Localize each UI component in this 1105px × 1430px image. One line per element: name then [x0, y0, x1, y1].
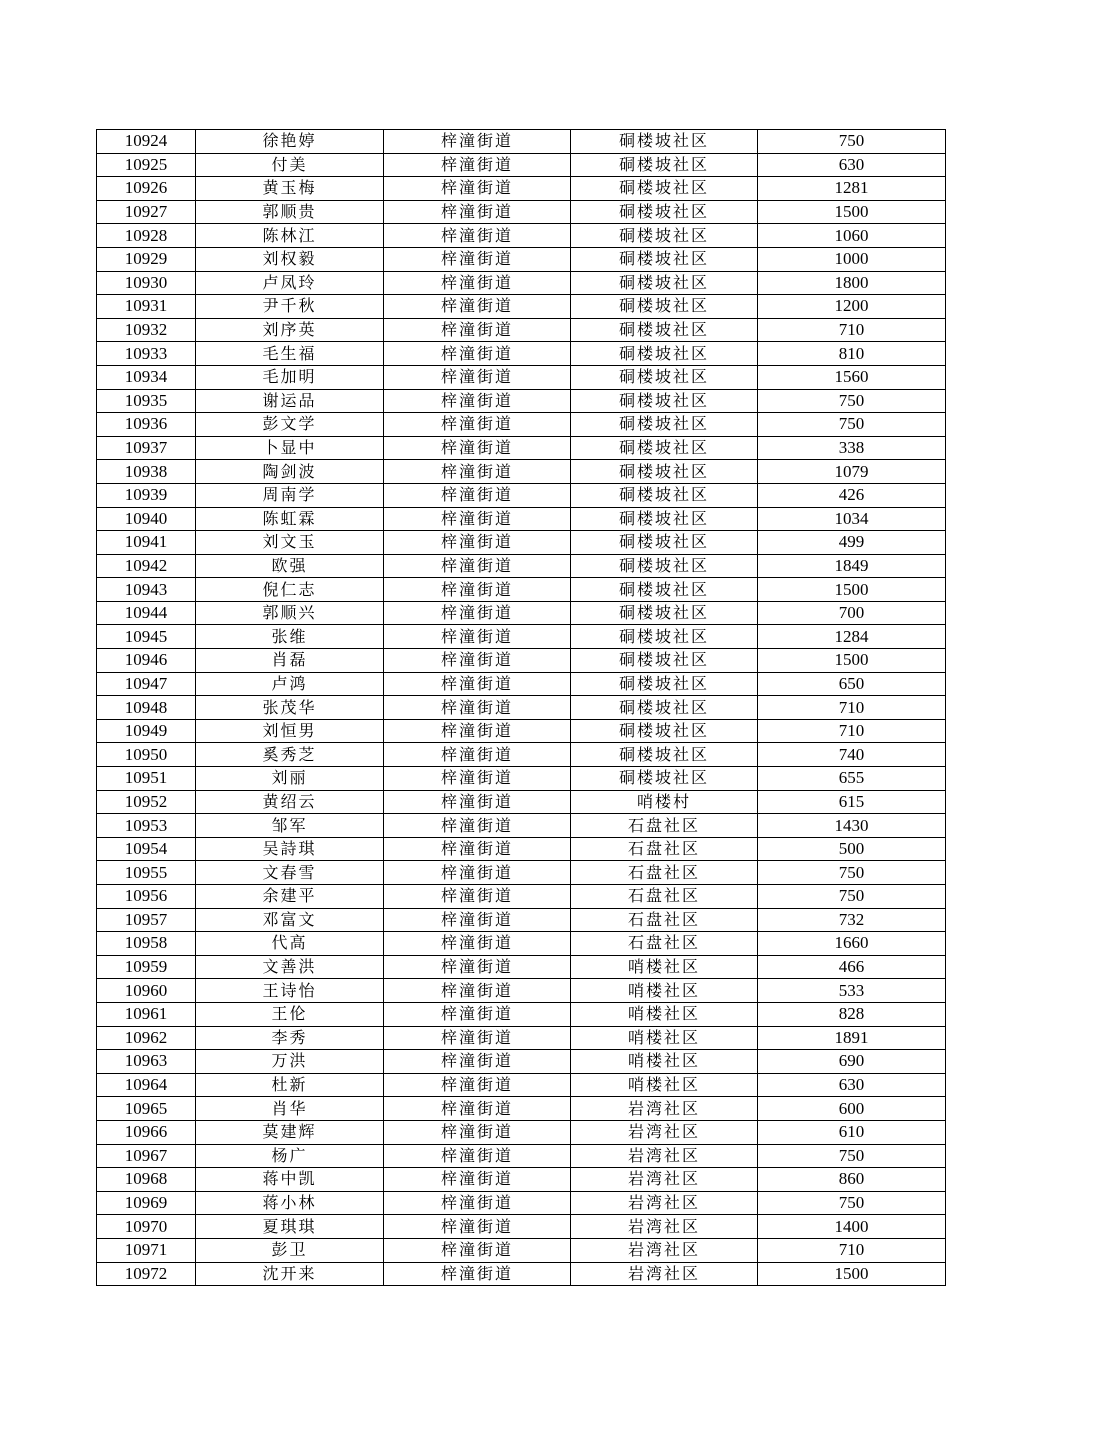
street-cell: 梓潼街道 [384, 861, 571, 885]
community-cell: 石盘社区 [571, 814, 758, 838]
amount-cell: 1500 [758, 578, 946, 602]
table-row [97, 719, 946, 743]
street-cell: 梓潼街道 [384, 531, 571, 555]
community-cell: 石盘社区 [571, 932, 758, 956]
record-id-cell: 10928 [97, 224, 196, 248]
record-id-cell: 10944 [97, 601, 196, 625]
person-name-cell: 卢鸿 [196, 672, 384, 696]
community-cell: 岩湾社区 [571, 1168, 758, 1192]
record-id-cell: 10962 [97, 1026, 196, 1050]
amount-cell: 1800 [758, 271, 946, 295]
community-cell: 硐楼坡社区 [571, 365, 758, 389]
street-cell: 梓潼街道 [384, 578, 571, 602]
table-row [97, 649, 946, 673]
table-row [97, 271, 946, 295]
street-cell: 梓潼街道 [384, 554, 571, 578]
table-row [97, 177, 946, 201]
person-name-cell: 夏琪琪 [196, 1215, 384, 1239]
person-name-cell: 黄绍云 [196, 790, 384, 814]
street-cell: 梓潼街道 [384, 413, 571, 437]
record-id-cell: 10949 [97, 719, 196, 743]
amount-cell: 630 [758, 1073, 946, 1097]
amount-cell: 615 [758, 790, 946, 814]
street-cell: 梓潼街道 [384, 696, 571, 720]
street-cell: 梓潼街道 [384, 507, 571, 531]
person-name-cell: 刘序英 [196, 318, 384, 342]
table-row [97, 955, 946, 979]
amount-cell: 1500 [758, 1262, 946, 1286]
person-name-cell: 肖磊 [196, 649, 384, 673]
table-row [97, 436, 946, 460]
record-id-cell: 10970 [97, 1215, 196, 1239]
person-name-cell: 杨广 [196, 1144, 384, 1168]
record-id-cell: 10958 [97, 932, 196, 956]
street-cell: 梓潼街道 [384, 1191, 571, 1215]
person-name-cell: 徐艳婷 [196, 130, 384, 154]
table-row [97, 483, 946, 507]
person-name-cell: 邓富文 [196, 908, 384, 932]
table-row [97, 1073, 946, 1097]
record-id-cell: 10929 [97, 247, 196, 271]
community-cell: 硐楼坡社区 [571, 389, 758, 413]
table-row [97, 743, 946, 767]
record-id-cell: 10964 [97, 1073, 196, 1097]
record-id-cell: 10961 [97, 1002, 196, 1026]
table-row [97, 531, 946, 555]
street-cell: 梓潼街道 [384, 177, 571, 201]
record-id-cell: 10948 [97, 696, 196, 720]
community-cell: 石盘社区 [571, 837, 758, 861]
table-row [97, 601, 946, 625]
community-cell: 哨楼村 [571, 790, 758, 814]
amount-cell: 750 [758, 389, 946, 413]
record-id-cell: 10938 [97, 460, 196, 484]
person-name-cell: 彭卫 [196, 1238, 384, 1262]
person-name-cell: 陶剑波 [196, 460, 384, 484]
community-cell: 哨楼社区 [571, 979, 758, 1003]
community-cell: 硐楼坡社区 [571, 224, 758, 248]
person-name-cell: 刘文玉 [196, 531, 384, 555]
street-cell: 梓潼街道 [384, 1026, 571, 1050]
amount-cell: 1430 [758, 814, 946, 838]
record-id-cell: 10957 [97, 908, 196, 932]
table-row [97, 885, 946, 909]
table-row [97, 318, 946, 342]
table-row [97, 389, 946, 413]
record-id-cell: 10926 [97, 177, 196, 201]
record-id-cell: 10940 [97, 507, 196, 531]
street-cell: 梓潼街道 [384, 601, 571, 625]
amount-cell: 650 [758, 672, 946, 696]
street-cell: 梓潼街道 [384, 318, 571, 342]
community-cell: 岩湾社区 [571, 1191, 758, 1215]
street-cell: 梓潼街道 [384, 295, 571, 319]
street-cell: 梓潼街道 [384, 1215, 571, 1239]
amount-cell: 1079 [758, 460, 946, 484]
community-cell: 岩湾社区 [571, 1144, 758, 1168]
record-id-cell: 10972 [97, 1262, 196, 1286]
person-name-cell: 余建平 [196, 885, 384, 909]
person-name-cell: 蒋中凯 [196, 1168, 384, 1192]
person-name-cell: 周南学 [196, 483, 384, 507]
community-cell: 岩湾社区 [571, 1215, 758, 1239]
record-id-cell: 10952 [97, 790, 196, 814]
community-cell: 硐楼坡社区 [571, 130, 758, 154]
community-cell: 硐楼坡社区 [571, 743, 758, 767]
person-name-cell: 陈林江 [196, 224, 384, 248]
table-row [97, 1191, 946, 1215]
record-id-cell: 10931 [97, 295, 196, 319]
street-cell: 梓潼街道 [384, 1050, 571, 1074]
street-cell: 梓潼街道 [384, 790, 571, 814]
street-cell: 梓潼街道 [384, 342, 571, 366]
community-cell: 硐楼坡社区 [571, 153, 758, 177]
record-id-cell: 10947 [97, 672, 196, 696]
community-cell: 哨楼社区 [571, 955, 758, 979]
street-cell: 梓潼街道 [384, 460, 571, 484]
person-name-cell: 刘恒男 [196, 719, 384, 743]
amount-cell: 1660 [758, 932, 946, 956]
amount-cell: 828 [758, 1002, 946, 1026]
table-row [97, 696, 946, 720]
table-row [97, 861, 946, 885]
record-id-cell: 10950 [97, 743, 196, 767]
community-cell: 硐楼坡社区 [571, 649, 758, 673]
table-row [97, 578, 946, 602]
record-id-cell: 10959 [97, 955, 196, 979]
person-name-cell: 卢凤玲 [196, 271, 384, 295]
community-cell: 硐楼坡社区 [571, 601, 758, 625]
amount-cell: 338 [758, 436, 946, 460]
community-cell: 硐楼坡社区 [571, 200, 758, 224]
person-name-cell: 万洪 [196, 1050, 384, 1074]
street-cell: 梓潼街道 [384, 979, 571, 1003]
table-row [97, 342, 946, 366]
community-cell: 硐楼坡社区 [571, 177, 758, 201]
amount-cell: 710 [758, 719, 946, 743]
person-name-cell: 刘丽 [196, 767, 384, 791]
community-cell: 硐楼坡社区 [571, 531, 758, 555]
amount-cell: 1849 [758, 554, 946, 578]
table-row [97, 1026, 946, 1050]
table-row [97, 1262, 946, 1286]
table-row [97, 908, 946, 932]
record-id-cell: 10927 [97, 200, 196, 224]
person-name-cell: 邹军 [196, 814, 384, 838]
record-id-cell: 10932 [97, 318, 196, 342]
table-row [97, 1144, 946, 1168]
record-id-cell: 10943 [97, 578, 196, 602]
amount-cell: 750 [758, 1191, 946, 1215]
street-cell: 梓潼街道 [384, 1144, 571, 1168]
community-cell: 岩湾社区 [571, 1238, 758, 1262]
record-id-cell: 10963 [97, 1050, 196, 1074]
record-id-cell: 10971 [97, 1238, 196, 1262]
amount-cell: 610 [758, 1120, 946, 1144]
community-cell: 硐楼坡社区 [571, 578, 758, 602]
person-name-cell: 付美 [196, 153, 384, 177]
community-cell: 硐楼坡社区 [571, 696, 758, 720]
community-cell: 硐楼坡社区 [571, 436, 758, 460]
community-cell: 硐楼坡社区 [571, 342, 758, 366]
amount-cell: 533 [758, 979, 946, 1003]
street-cell: 梓潼街道 [384, 885, 571, 909]
amount-cell: 1400 [758, 1215, 946, 1239]
amount-cell: 1891 [758, 1026, 946, 1050]
person-name-cell: 王伦 [196, 1002, 384, 1026]
person-name-cell: 彭文学 [196, 413, 384, 437]
person-name-cell: 陈虹霖 [196, 507, 384, 531]
amount-cell: 740 [758, 743, 946, 767]
community-cell: 硐楼坡社区 [571, 767, 758, 791]
street-cell: 梓潼街道 [384, 955, 571, 979]
amount-cell: 750 [758, 1144, 946, 1168]
table-row [97, 413, 946, 437]
community-cell: 硐楼坡社区 [571, 295, 758, 319]
community-cell: 硐楼坡社区 [571, 247, 758, 271]
community-cell: 石盘社区 [571, 908, 758, 932]
street-cell: 梓潼街道 [384, 649, 571, 673]
community-cell: 硐楼坡社区 [571, 507, 758, 531]
street-cell: 梓潼街道 [384, 932, 571, 956]
street-cell: 梓潼街道 [384, 837, 571, 861]
amount-cell: 1284 [758, 625, 946, 649]
amount-cell: 810 [758, 342, 946, 366]
street-cell: 梓潼街道 [384, 130, 571, 154]
person-name-cell: 张维 [196, 625, 384, 649]
amount-cell: 466 [758, 955, 946, 979]
community-cell: 硐楼坡社区 [571, 271, 758, 295]
amount-cell: 1200 [758, 295, 946, 319]
person-name-cell: 刘权毅 [196, 247, 384, 271]
community-cell: 硐楼坡社区 [571, 625, 758, 649]
person-name-cell: 代高 [196, 932, 384, 956]
community-cell: 硐楼坡社区 [571, 554, 758, 578]
amount-cell: 500 [758, 837, 946, 861]
community-cell: 硐楼坡社区 [571, 719, 758, 743]
person-name-cell: 欧强 [196, 554, 384, 578]
records-body [97, 130, 946, 1286]
table-row [97, 979, 946, 1003]
record-id-cell: 10937 [97, 436, 196, 460]
street-cell: 梓潼街道 [384, 1262, 571, 1286]
person-name-cell: 尹千秋 [196, 295, 384, 319]
street-cell: 梓潼街道 [384, 625, 571, 649]
amount-cell: 1000 [758, 247, 946, 271]
amount-cell: 750 [758, 130, 946, 154]
amount-cell: 860 [758, 1168, 946, 1192]
person-name-cell: 王诗怡 [196, 979, 384, 1003]
street-cell: 梓潼街道 [384, 224, 571, 248]
amount-cell: 750 [758, 861, 946, 885]
street-cell: 梓潼街道 [384, 908, 571, 932]
record-id-cell: 10924 [97, 130, 196, 154]
record-id-cell: 10934 [97, 365, 196, 389]
amount-cell: 499 [758, 531, 946, 555]
person-name-cell: 吴詩琪 [196, 837, 384, 861]
person-name-cell: 莫建辉 [196, 1120, 384, 1144]
person-name-cell: 张茂华 [196, 696, 384, 720]
person-name-cell: 毛生福 [196, 342, 384, 366]
record-id-cell: 10954 [97, 837, 196, 861]
amount-cell: 655 [758, 767, 946, 791]
community-cell: 岩湾社区 [571, 1097, 758, 1121]
table-row [97, 932, 946, 956]
street-cell: 梓潼街道 [384, 1097, 571, 1121]
table-row [97, 130, 946, 154]
community-cell: 哨楼社区 [571, 1002, 758, 1026]
community-cell: 硐楼坡社区 [571, 460, 758, 484]
record-id-cell: 10945 [97, 625, 196, 649]
table-row [97, 1238, 946, 1262]
person-name-cell: 黄玉梅 [196, 177, 384, 201]
table-row [97, 365, 946, 389]
record-id-cell: 10936 [97, 413, 196, 437]
street-cell: 梓潼街道 [384, 247, 571, 271]
table-row [97, 1168, 946, 1192]
record-id-cell: 10953 [97, 814, 196, 838]
amount-cell: 710 [758, 696, 946, 720]
record-id-cell: 10939 [97, 483, 196, 507]
amount-cell: 630 [758, 153, 946, 177]
amount-cell: 700 [758, 601, 946, 625]
table-row [97, 1002, 946, 1026]
community-cell: 哨楼社区 [571, 1050, 758, 1074]
record-id-cell: 10960 [97, 979, 196, 1003]
record-id-cell: 10968 [97, 1168, 196, 1192]
person-name-cell: 沈开来 [196, 1262, 384, 1286]
record-id-cell: 10925 [97, 153, 196, 177]
person-name-cell: 倪仁志 [196, 578, 384, 602]
table-row [97, 672, 946, 696]
person-name-cell: 卜显中 [196, 436, 384, 460]
person-name-cell: 郭顺兴 [196, 601, 384, 625]
record-id-cell: 10933 [97, 342, 196, 366]
amount-cell: 750 [758, 413, 946, 437]
table-row [97, 1215, 946, 1239]
community-cell: 硐楼坡社区 [571, 483, 758, 507]
community-cell: 石盘社区 [571, 861, 758, 885]
amount-cell: 1560 [758, 365, 946, 389]
record-id-cell: 10946 [97, 649, 196, 673]
community-cell: 岩湾社区 [571, 1120, 758, 1144]
person-name-cell: 郭顺贵 [196, 200, 384, 224]
record-id-cell: 10942 [97, 554, 196, 578]
street-cell: 梓潼街道 [384, 153, 571, 177]
person-name-cell: 毛加明 [196, 365, 384, 389]
record-id-cell: 10951 [97, 767, 196, 791]
amount-cell: 1500 [758, 200, 946, 224]
amount-cell: 750 [758, 885, 946, 909]
record-id-cell: 10967 [97, 1144, 196, 1168]
street-cell: 梓潼街道 [384, 200, 571, 224]
table-row [97, 1120, 946, 1144]
amount-cell: 1060 [758, 224, 946, 248]
street-cell: 梓潼街道 [384, 271, 571, 295]
amount-cell: 710 [758, 1238, 946, 1262]
community-cell: 硐楼坡社区 [571, 672, 758, 696]
person-name-cell: 谢运品 [196, 389, 384, 413]
record-id-cell: 10935 [97, 389, 196, 413]
table-row [97, 767, 946, 791]
street-cell: 梓潼街道 [384, 436, 571, 460]
table-row [97, 153, 946, 177]
record-id-cell: 10956 [97, 885, 196, 909]
street-cell: 梓潼街道 [384, 719, 571, 743]
street-cell: 梓潼街道 [384, 389, 571, 413]
record-id-cell: 10930 [97, 271, 196, 295]
record-id-cell: 10955 [97, 861, 196, 885]
table-row [97, 224, 946, 248]
person-name-cell: 李秀 [196, 1026, 384, 1050]
records-table [96, 129, 946, 1286]
table-row [97, 295, 946, 319]
amount-cell: 426 [758, 483, 946, 507]
person-name-cell: 杜新 [196, 1073, 384, 1097]
street-cell: 梓潼街道 [384, 1168, 571, 1192]
person-name-cell: 奚秀芝 [196, 743, 384, 767]
street-cell: 梓潼街道 [384, 1120, 571, 1144]
street-cell: 梓潼街道 [384, 1073, 571, 1097]
amount-cell: 732 [758, 908, 946, 932]
table-row [97, 200, 946, 224]
street-cell: 梓潼街道 [384, 1002, 571, 1026]
community-cell: 岩湾社区 [571, 1262, 758, 1286]
table-row [97, 790, 946, 814]
street-cell: 梓潼街道 [384, 814, 571, 838]
table-row [97, 1097, 946, 1121]
amount-cell: 710 [758, 318, 946, 342]
person-name-cell: 肖华 [196, 1097, 384, 1121]
street-cell: 梓潼街道 [384, 365, 571, 389]
table-row [97, 814, 946, 838]
community-cell: 哨楼社区 [571, 1073, 758, 1097]
community-cell: 石盘社区 [571, 885, 758, 909]
amount-cell: 600 [758, 1097, 946, 1121]
amount-cell: 1034 [758, 507, 946, 531]
amount-cell: 1500 [758, 649, 946, 673]
street-cell: 梓潼街道 [384, 1238, 571, 1262]
street-cell: 梓潼街道 [384, 743, 571, 767]
table-row [97, 460, 946, 484]
table-row [97, 625, 946, 649]
table-row [97, 1050, 946, 1074]
street-cell: 梓潼街道 [384, 483, 571, 507]
community-cell: 硐楼坡社区 [571, 413, 758, 437]
table-row [97, 247, 946, 271]
record-id-cell: 10941 [97, 531, 196, 555]
community-cell: 哨楼社区 [571, 1026, 758, 1050]
record-id-cell: 10965 [97, 1097, 196, 1121]
community-cell: 硐楼坡社区 [571, 318, 758, 342]
person-name-cell: 文春雪 [196, 861, 384, 885]
table-row [97, 507, 946, 531]
record-id-cell: 10966 [97, 1120, 196, 1144]
table-row [97, 837, 946, 861]
person-name-cell: 蒋小林 [196, 1191, 384, 1215]
amount-cell: 1281 [758, 177, 946, 201]
person-name-cell: 文善洪 [196, 955, 384, 979]
street-cell: 梓潼街道 [384, 672, 571, 696]
amount-cell: 690 [758, 1050, 946, 1074]
street-cell: 梓潼街道 [384, 767, 571, 791]
record-id-cell: 10969 [97, 1191, 196, 1215]
table-row [97, 554, 946, 578]
